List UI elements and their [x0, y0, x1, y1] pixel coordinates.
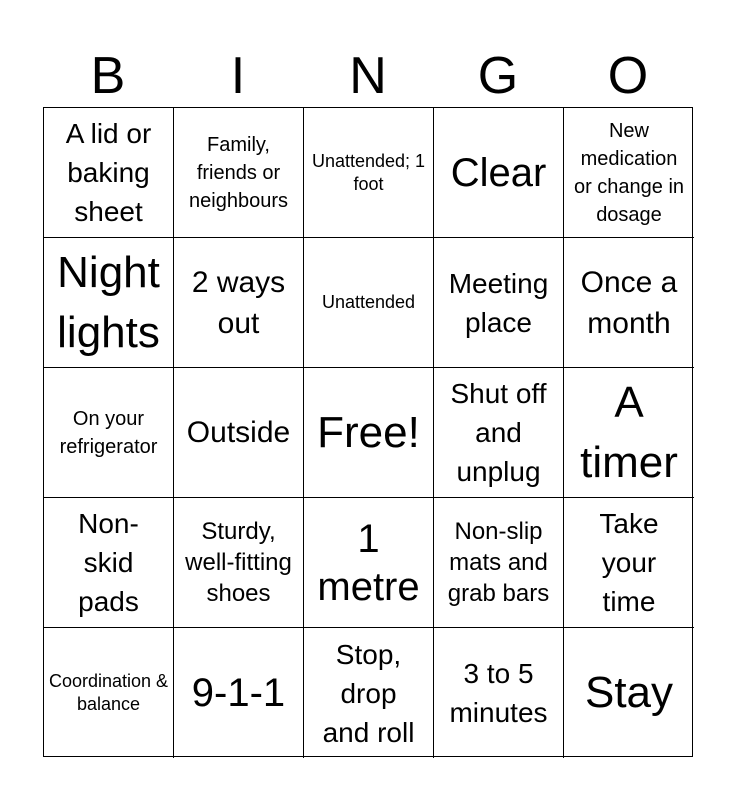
bingo-cell-r2-c2[interactable] [304, 368, 434, 498]
header-letter-o: O [607, 47, 649, 105]
bingo-cell-r1-c1[interactable] [174, 238, 304, 368]
cell-text: New medication or change in dosage [573, 119, 685, 226]
bingo-cell-r4-c3[interactable] [434, 628, 564, 758]
bingo-cell-r0-c1[interactable] [174, 108, 304, 238]
cell-text: Free! [317, 407, 420, 457]
cell-text: Stop, drop and roll [322, 638, 415, 748]
bingo-cell-r4-c2[interactable] [304, 628, 434, 758]
bingo-cell-r0-c4[interactable] [564, 108, 694, 238]
cell-text: Coordination & balance [48, 671, 169, 714]
cell-text: Once a month [580, 265, 678, 340]
cell-text: Stay [584, 668, 674, 717]
cell-text: Meeting place [448, 267, 549, 338]
header-letter-n: N [349, 47, 387, 105]
cell-text: A lid or baking sheet [65, 118, 152, 227]
header-letter-i: I [230, 47, 246, 105]
bingo-header [43, 44, 693, 108]
bingo-cell-r1-c3[interactable] [434, 238, 564, 368]
cell-text: Take your time [599, 508, 659, 617]
bingo-cell-r1-c4[interactable] [564, 238, 694, 368]
header-letter-g: G [477, 47, 519, 105]
cell-text: 9-1-1 [191, 671, 286, 715]
cell-text: Night lights [57, 247, 160, 357]
bingo-cell-r3-c0[interactable] [44, 498, 174, 628]
bingo-cell-r2-c4[interactable] [564, 368, 694, 498]
cell-text: Clear [450, 150, 547, 195]
cell-text: Family, friends or neighbours [189, 133, 288, 212]
cell-text: Shut off and unplug [450, 378, 547, 487]
bingo-cell-r4-c1[interactable] [174, 628, 304, 758]
cell-text: On your refrigerator [59, 407, 158, 458]
bingo-cell-r0-c0[interactable] [44, 108, 174, 238]
bingo-cell-r0-c3[interactable] [434, 108, 564, 238]
bingo-cell-r0-c2[interactable] [304, 108, 434, 238]
bingo-cell-r2-c0[interactable] [44, 368, 174, 498]
bingo-cell-r3-c1[interactable] [174, 498, 304, 628]
cell-text: 2 ways out [191, 265, 286, 340]
bingo-cell-r3-c4[interactable] [564, 498, 694, 628]
cell-text: Outside [186, 416, 291, 449]
cell-text: Non-slip mats and grab bars [447, 518, 550, 607]
bingo-board [43, 107, 693, 757]
cell-text: Non-skid pads [78, 508, 139, 617]
bingo-cell-r4-c4[interactable] [564, 628, 694, 758]
bingo-cell-r3-c2[interactable] [304, 498, 434, 628]
cell-text: A timer [580, 377, 678, 487]
cell-text: Unattended; 1 foot [311, 150, 426, 194]
bingo-cell-r1-c0[interactable] [44, 238, 174, 368]
bingo-cell-r2-c1[interactable] [174, 368, 304, 498]
cell-text: Unattended [321, 292, 416, 312]
cell-text: 1 metre [317, 516, 420, 609]
bingo-cell-r3-c3[interactable] [434, 498, 564, 628]
bingo-cell-r1-c2[interactable] [304, 238, 434, 368]
header-letter-b: B [90, 47, 126, 105]
bingo-cell-r2-c3[interactable] [434, 368, 564, 498]
cell-text: Sturdy, well-fitting shoes [185, 518, 292, 607]
cell-text: 3 to 5 minutes [449, 658, 548, 728]
bingo-cell-r4-c0[interactable] [44, 628, 174, 758]
